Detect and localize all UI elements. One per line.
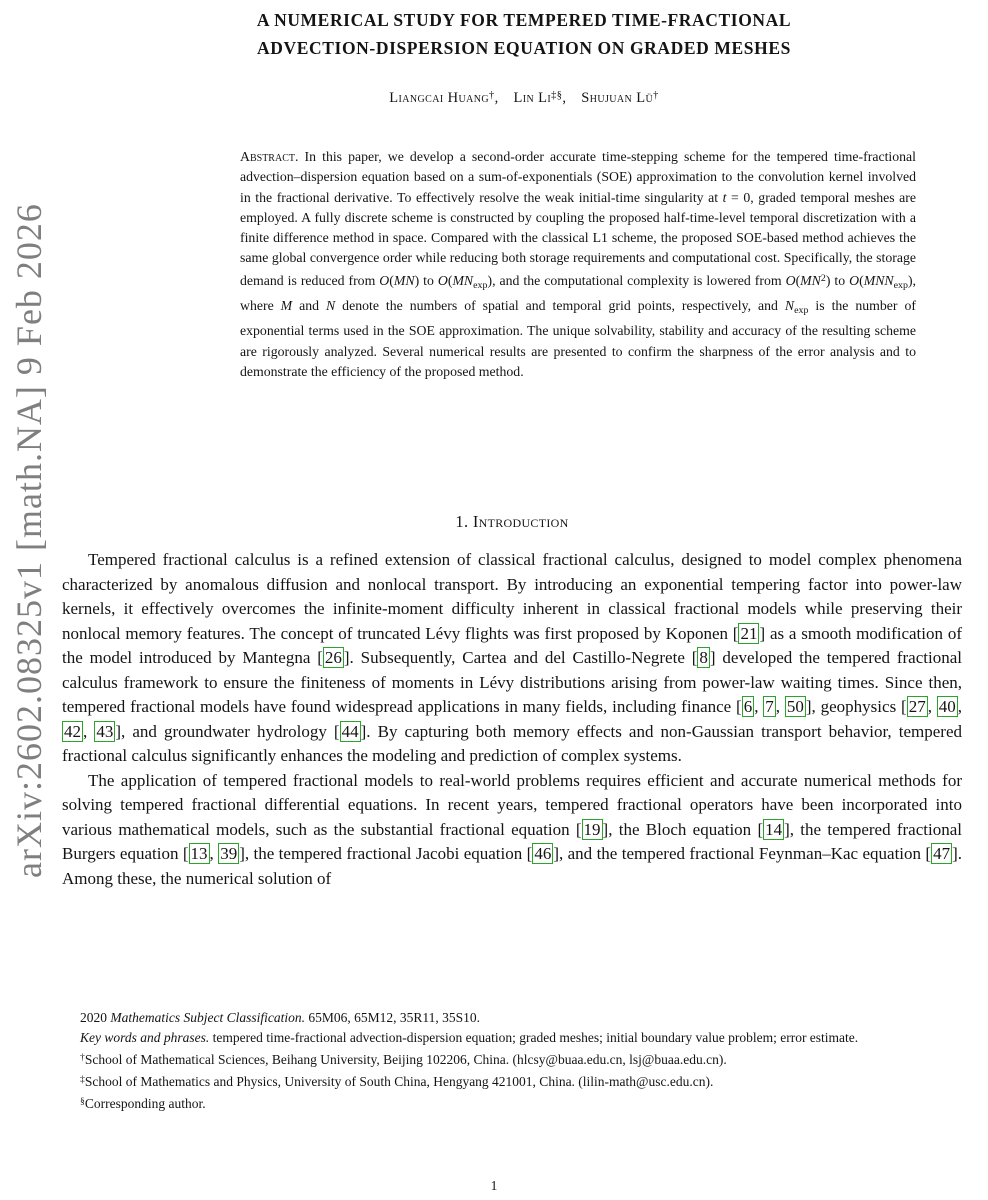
text-fragment: MN (800, 272, 821, 288)
text-fragment: † (80, 1052, 85, 1063)
citation-link[interactable]: 43 (96, 721, 114, 741)
text-fragment: N (784, 298, 795, 314)
footnote-msc: 2020 Mathematics Subject Classification. 65M06, 65M12, 35R11, 35S10. (80, 1010, 481, 1025)
authors-line: Liangcai Huang†, Lin Li‡§, Shujuan Lü† (389, 90, 659, 106)
text-fragment: MNN (863, 272, 894, 288)
arxiv-watermark: arXiv:2602.08325v1 [math.NA] 9 Feb 2026 (9, 203, 49, 878)
citation-link[interactable]: 19 (583, 819, 601, 839)
citation-link[interactable]: 40 (938, 697, 956, 716)
text-fragment: Introduction (472, 512, 569, 531)
text-fragment: † (488, 90, 495, 101)
text-fragment: Mathematics Subject Classification. (110, 1010, 305, 1025)
text-fragment: § (80, 1096, 85, 1107)
text-fragment: 2 (820, 272, 826, 284)
footnote-affiliation-1: †School of Mathematical Sciences, Beihang University, Beijing 102206, China. (hlcsy@buaa.edu.cn, lsj@buaa.edu.cn). (80, 1052, 727, 1067)
text-fragment: O (437, 272, 448, 288)
citation-link[interactable]: 47 (933, 844, 951, 863)
text-fragment: exp (473, 279, 488, 291)
citation-link[interactable]: 6 (743, 697, 753, 716)
citation-link[interactable]: 39 (220, 844, 238, 863)
text-fragment: MN (452, 272, 474, 288)
page-number: 1 (490, 1178, 498, 1193)
footnotes-block (62, 1008, 962, 1114)
abstract (240, 147, 916, 382)
footnote-affiliation-2: ‡School of Mathematics and Physics, University of South China, Hengyang 421001, China. (lilin-math@usc.edu.cn). (80, 1074, 714, 1089)
citation-link[interactable]: 14 (765, 819, 783, 839)
text-fragment: Abstract. (240, 149, 299, 164)
citation-link[interactable]: 50 (786, 697, 804, 716)
text-fragment: O (379, 272, 390, 288)
title-line-2: ADVECTION-DISPERSION EQUATION ON GRADED MESHES (257, 38, 791, 58)
text-fragment: exp (893, 279, 908, 291)
intro-paragraph-1: Tempered fractional calculus is a refined extension of classical fractional calculus, designed to model complex phenomena characterized by anomalous diffusion and nonlocal transport. By introducing an exponential tempering factor into power-law kernels, it effectively overcomes the infinite-moment difficulty inherent in classical fractional models while preserving their nonlocal memory features. The concept of truncated Lévy flights was first proposed by Koponen [ 21 ] as a smooth modification of the model introduced by Mantegna [ 26 ]. Subsequently, Cartea and del Castillo-Negrete [ 8 ] developed the tempered fractional calculus framework to ensure the finiteness of moments in Lévy distributions arising from power-law waiting times. Since then, tempered fractional models have found widespread applications in many fields, including finance [ 6 , 7 , 50 ], geophysics [ 27 , 40 , 42 , 43 ], and groundwater hydrology [ 44 ]. By capturing both memory effects and non-Gaussian transport behavior, tempered fractional calculus significantly enhances the modeling and prediction of complex systems. (62, 550, 963, 765)
citation-link[interactable]: 44 (341, 721, 359, 741)
introduction-body (62, 548, 962, 891)
citation-link[interactable]: 21 (740, 623, 758, 643)
citation-link[interactable]: 8 (699, 648, 708, 667)
abstract-text: Abstract. In this paper, we develop a second-order accurate time-stepping scheme for the tempered time-fractional advection–dispersion equation based on a sum-of-exponentials (SOE) approximation to the convolution kernel involved in the fractional derivative. To effectively resolve the weak initial-time singularity at t = 0, graded temporal meshes are employed. A fully discrete scheme is constructed by coupling the proposed half-time-level temporal discretization with a finite difference method in space. Compared with the classical L1 scheme, the proposed SOE-based method achieves the same global convergence order while reducing both storage requirements and computational cost. Specifically, the storage demand is reduced from O(MN) to $O(MN_{exp})$, and the computational complexity is lowered from $O(MN^2)$ to $O(MNN_{exp})$, where M and N denote the numbers of spatial and temporal grid points, respectively, and $N_{exp}$ is the number of exponential terms used in the SOE approximation. The unique solvability, stability and accuracy of the resulting scheme are rigorously analyzed. Several numerical results are presented to confirm the sharpness of the error analysis and to demonstrate the efficiency of the proposed method. (240, 149, 916, 379)
text-fragment: MN (393, 272, 415, 288)
citation-link[interactable]: 42 (64, 721, 81, 741)
text-fragment: † (653, 90, 659, 101)
title-line-1: A NUMERICAL STUDY FOR TEMPERED TIME-FRACTIONAL (256, 10, 792, 30)
text-fragment: Key words and phrases. (80, 1030, 210, 1045)
citation-link[interactable]: 46 (534, 844, 552, 863)
paper-title (120, 6, 928, 62)
text-fragment: N (326, 298, 336, 314)
citation-link[interactable]: 13 (190, 844, 208, 863)
text-fragment: M (280, 298, 293, 314)
intro-paragraph-2: The application of tempered fractional models to real-world problems requires efficient and accurate numerical methods for solving tempered fractional differential equations. In recent years, tempered fractional operators have been incorporated into various mathematical models, such as the substantial fractional equation [ 19 ], the Bloch equation [ 14 ], the tempered fractional Burgers equation [ 13 , 39 ], the tempered fractional Jacobi equation [ 46 ], and the tempered fractional Feynman–Kac equation [ 47 ]. Among these, the numerical solution of (62, 770, 963, 888)
footnote-keywords: Key words and phrases. tempered time-fractional advection-dispersion equation; graded meshes; initial boundary value problem; error estimate. (80, 1030, 859, 1045)
footnote-corresponding-author: §Corresponding author. (80, 1096, 206, 1111)
text-fragment: ‡§ (551, 90, 563, 101)
citation-link[interactable]: 27 (908, 697, 926, 716)
text-fragment: exp (794, 305, 809, 317)
text-fragment: ‡ (80, 1074, 85, 1085)
citation-link[interactable]: 26 (324, 648, 342, 667)
text-fragment: O (849, 272, 860, 288)
citation-link[interactable]: 7 (765, 697, 774, 716)
text-fragment: O (785, 272, 796, 288)
section-heading-introduction: 1. Introduction (455, 512, 569, 531)
text-fragment: t (722, 189, 727, 205)
